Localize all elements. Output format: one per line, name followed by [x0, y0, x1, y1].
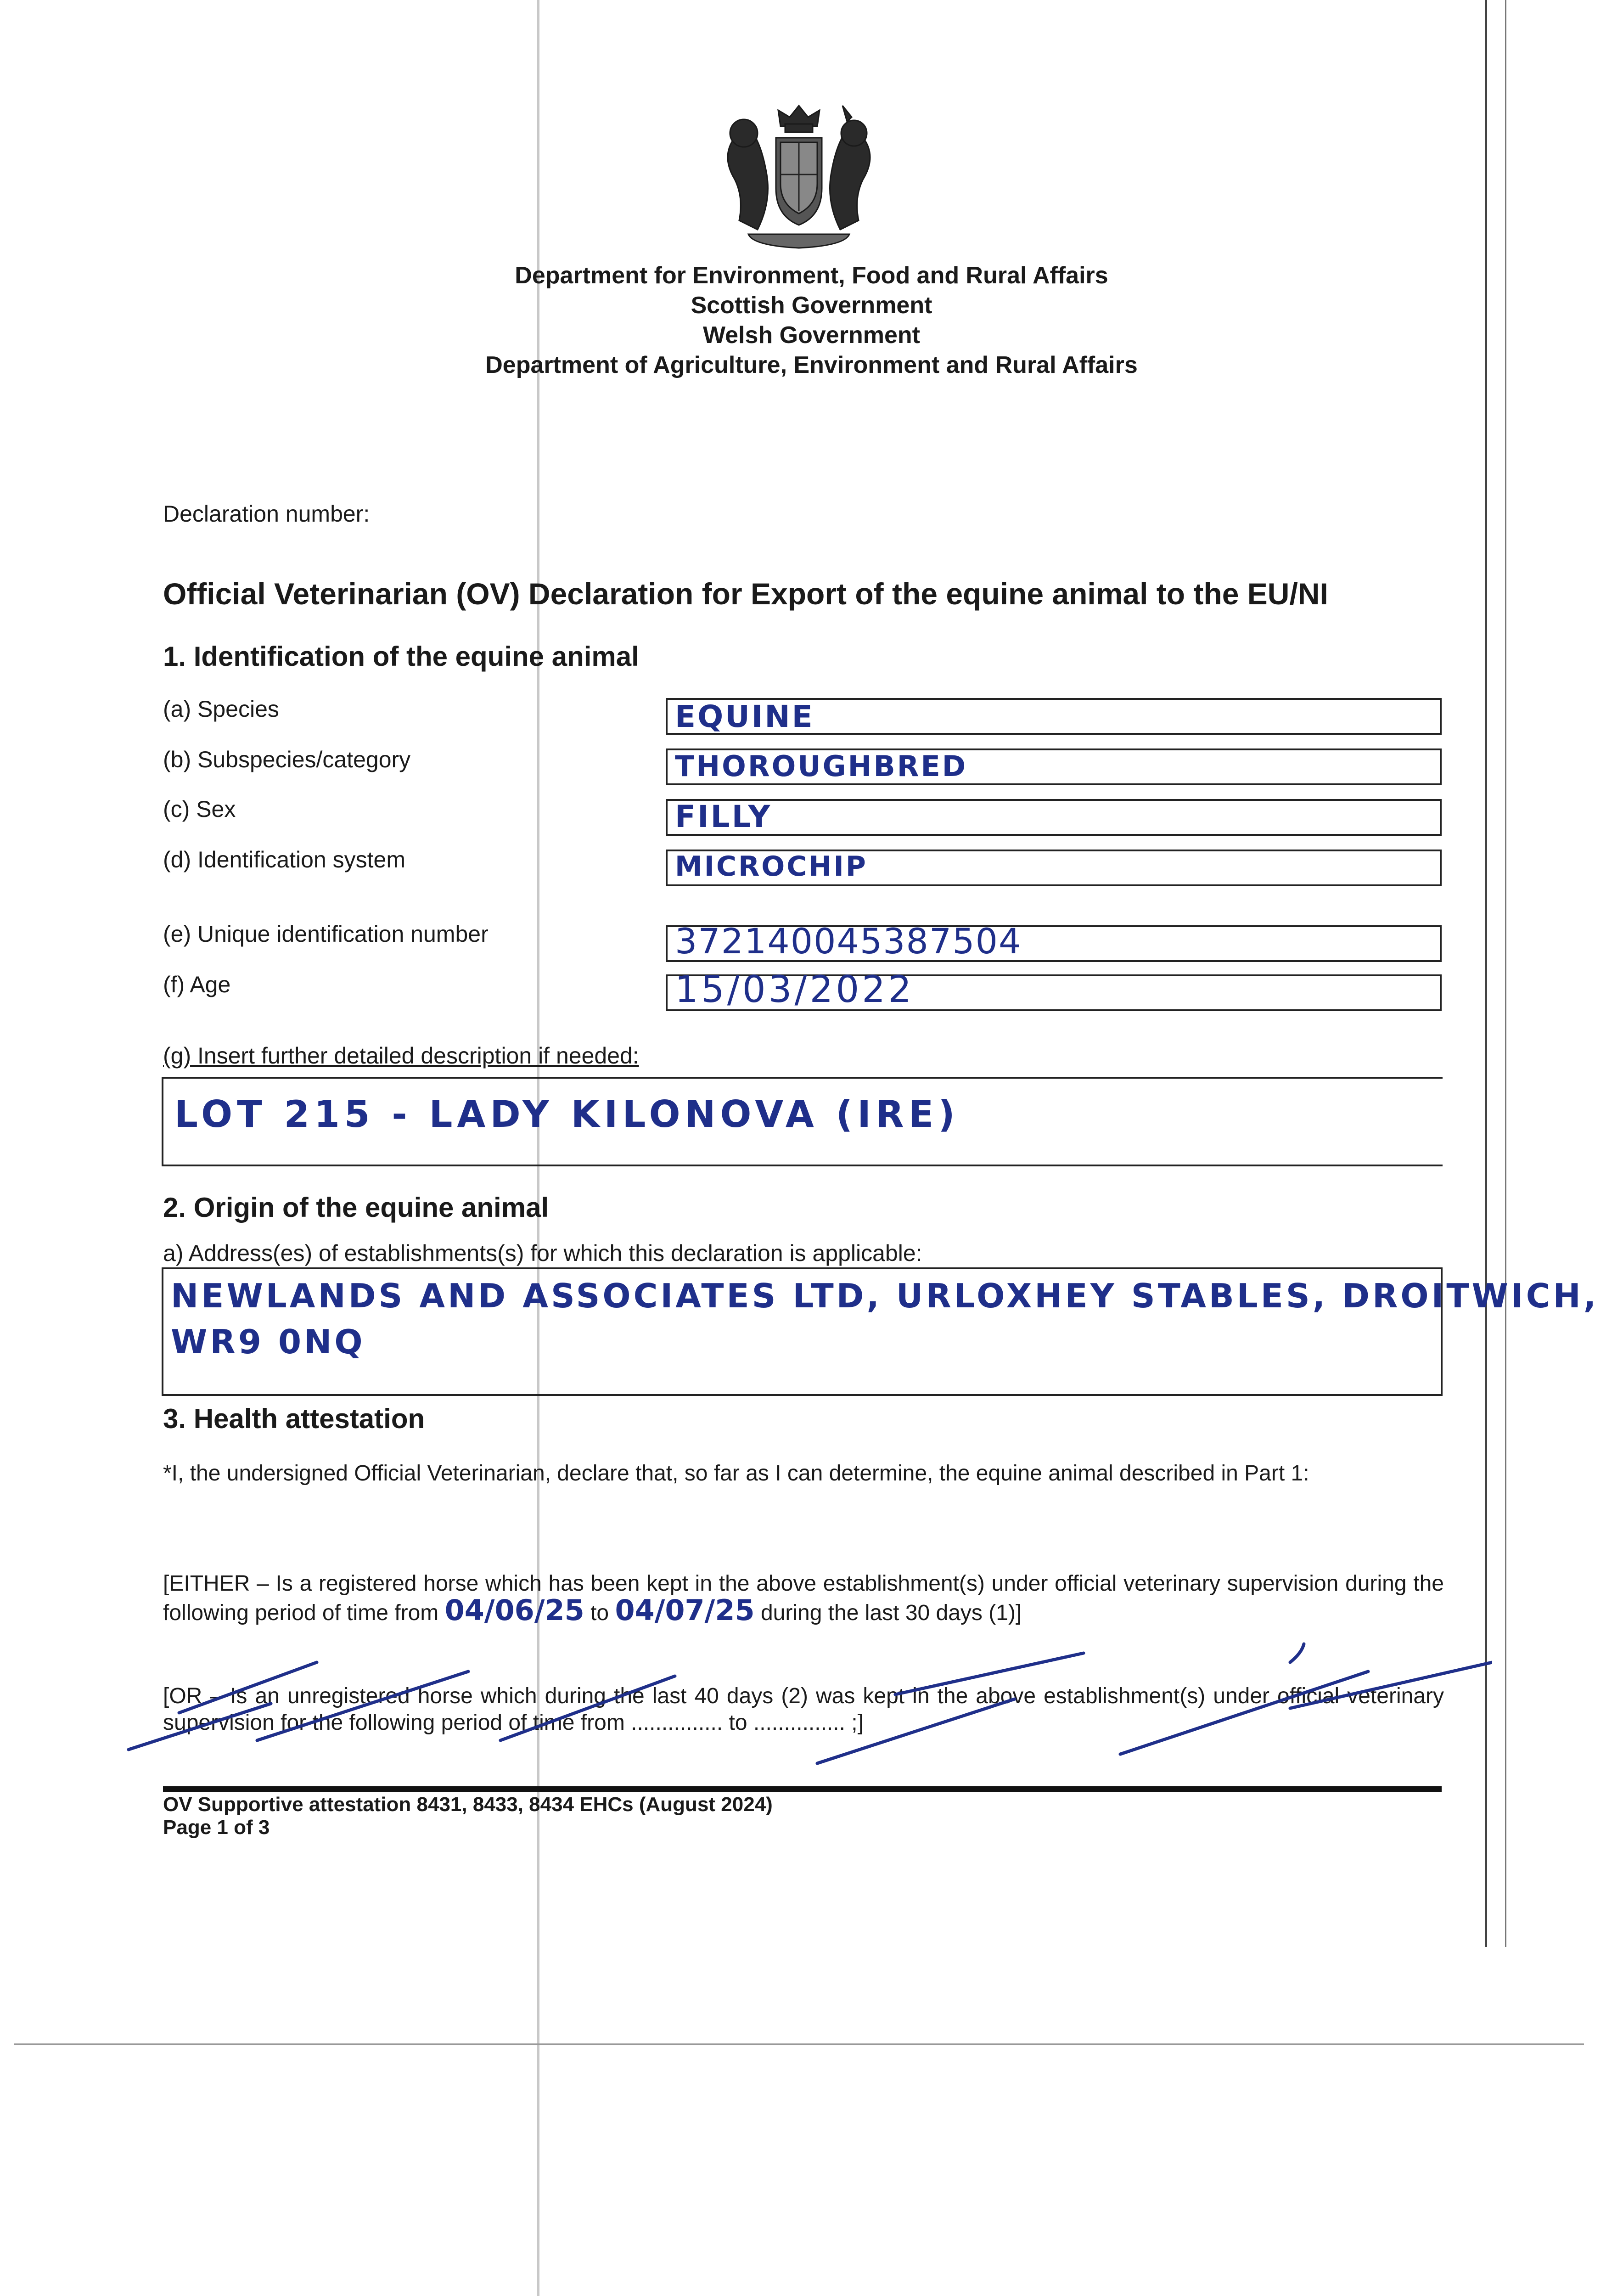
section-3-heading: 3. Health attestation	[163, 1403, 425, 1434]
further-description-label: (g) Insert further detailed description if needed:	[163, 1043, 639, 1069]
further-description-value: LOT 215 - LADY KILONOVA (IRE)	[174, 1093, 960, 1136]
unique-id-label: (e) Unique identification number	[163, 921, 489, 947]
identification-system-value: MICROCHIP	[675, 850, 868, 883]
age-label: (f) Age	[163, 972, 231, 997]
health-attestation-intro: *I, the undersigned Official Veterinarian, declare that, so far as I can determine, the equine animal described in Part 1:	[163, 1461, 1309, 1486]
subspecies-value: THOROUGHBRED	[675, 749, 968, 783]
footer-line1: OV Supportive attestation 8431, 8433, 8434 EHCs (August 2024)	[163, 1793, 773, 1816]
footer-rule	[163, 1786, 1442, 1792]
address-value-line2: WR9 0NQ	[171, 1322, 365, 1361]
header-line-daera: Department of Agriculture, Environment and Rural Affairs	[485, 352, 1138, 378]
species-label: (a) Species	[163, 696, 279, 722]
species-value: EQUINE	[675, 699, 814, 734]
address-value-line1: NEWLANDS AND ASSOCIATES LTD, URLOXHEY STABLES, DROITWICH,	[171, 1277, 1599, 1315]
header-line-defra: Department for Environment, Food and Rural Affairs	[515, 262, 1108, 289]
declaration-number-label: Declaration number:	[163, 501, 370, 527]
section-1-heading: 1. Identification of the equine animal	[163, 641, 639, 672]
royal-coat-of-arms-icon	[707, 96, 891, 257]
sex-label: (c) Sex	[163, 796, 236, 822]
either-clause-text-a: [EITHER – Is a registered horse which has been kept in the above establishment(s) under official veterinary supervision during the following period of time from	[163, 1571, 1444, 1625]
subspecies-label: (b) Subspecies/category	[163, 747, 411, 772]
identification-system-label: (d) Identification system	[163, 847, 405, 872]
either-to-date: 04/07/25	[615, 1593, 755, 1627]
footer-page-number: Page 1 of 3	[163, 1816, 270, 1839]
either-clause	[163, 1570, 1444, 1626]
address-label: a) Address(es) of establishments(s) for which this declaration is applicable:	[163, 1240, 922, 1266]
page-title: Official Veterinarian (OV) Declaration for Export of the equine animal to the EU/NI	[163, 577, 1328, 611]
header-line-scottish-government: Scottish Government	[691, 292, 932, 319]
either-from-date: 04/06/25	[444, 1593, 584, 1627]
either-clause-text-b: during the last 30 days (1)]	[760, 1601, 1022, 1625]
header-line-welsh-government: Welsh Government	[703, 322, 920, 349]
unique-id-value: 372140045387504	[675, 921, 1022, 962]
either-to-word: to	[590, 1601, 609, 1625]
sex-field[interactable]	[666, 799, 1442, 836]
section-2-heading: 2. Origin of the equine animal	[163, 1192, 549, 1223]
or-clause: [OR – Is an unregistered horse which during the last 40 days (2) was kept in the above establishment(s) under official veterinary supervision for the following period of time from ............... to ............... ;]	[163, 1684, 1444, 1735]
sex-value: FILLY	[675, 799, 772, 834]
or-clause-strikethrough	[115, 1635, 1492, 1782]
age-value: 15/03/2022	[675, 968, 915, 1011]
scan-edge-line-bottom	[14, 2043, 1584, 2045]
